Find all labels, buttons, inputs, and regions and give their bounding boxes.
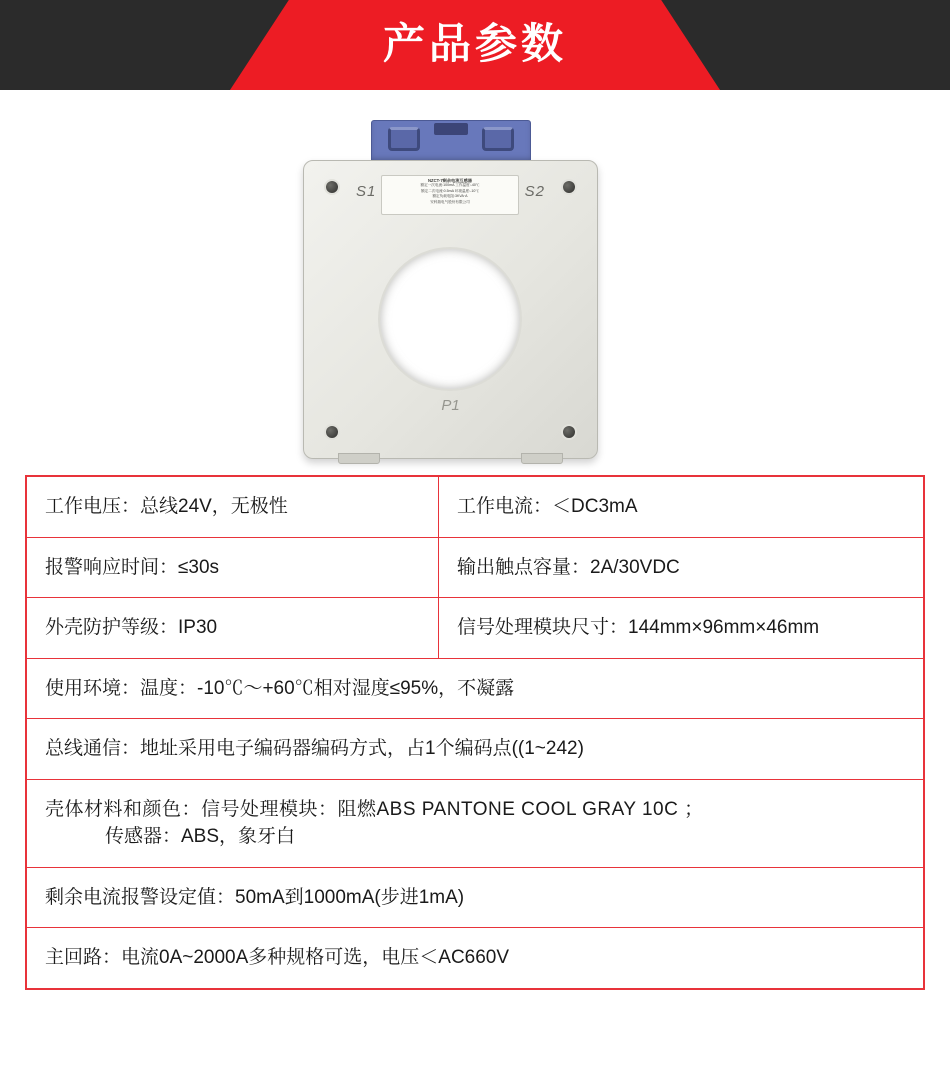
terminal-mid-bar [434, 123, 468, 135]
specifications-table [26, 476, 924, 989]
table-row [27, 928, 924, 989]
spec-cell-module-dimensions: 信号处理模块尺寸：144mm×96mm×46mm [439, 598, 924, 659]
spec-cell-main-circuit: 主回路：电流0A~2000A多种规格可选，电压＜AC660V [27, 928, 924, 989]
spec-cell-ip-rating: 外壳防护等级：IP30 [27, 598, 439, 659]
spec-cell-working-current: 工作电流：＜DC3mA [439, 477, 924, 538]
page-banner [0, 0, 950, 90]
terminal-slot-left [388, 127, 420, 151]
screw-top-left [326, 181, 338, 193]
nameplate-line-3: 额定二次电流:0.5mA 环境温度:-10℃ [421, 188, 479, 193]
table-row [27, 477, 924, 538]
mounting-foot-left [338, 453, 380, 464]
table-row [27, 537, 924, 598]
housing-material-line-1: 壳体材料和颜色：信号处理模块：阻燃ABS PANTONE COOL GRAY 10C ； [45, 798, 704, 820]
center-aperture [380, 249, 520, 389]
current-transformer-illustration [303, 120, 596, 460]
transformer-body [303, 160, 598, 459]
page-title: 产品参数 [382, 20, 567, 67]
nameplate [381, 175, 519, 215]
table-row [27, 867, 924, 928]
terminal-slot-right [482, 127, 514, 151]
table-row [27, 598, 924, 659]
terminal-label-s2: S2 [524, 183, 545, 200]
table-row [27, 719, 924, 780]
housing-material-line-2: 传感器：ABS，象牙白 [105, 826, 296, 848]
mounting-foot-right [521, 453, 563, 464]
screw-top-right [563, 181, 575, 193]
nameplate-line-2: 额定一次电流:100mA 工作温度:-40℃ [420, 183, 480, 188]
table-row [27, 658, 924, 719]
nameplate-line-1: NZCT-7剩余电流互感器 [428, 178, 472, 183]
spec-cell-bus-communication: 总线通信：地址采用电子编码器编码方式，占1个编码点((1~242) [27, 719, 924, 780]
spec-cell-output-contact-capacity: 输出触点容量：2A/30VDC [439, 537, 924, 598]
nameplate-line-5: 安科瑞电气股份有限公司 [430, 199, 470, 204]
screw-bottom-right [563, 426, 575, 438]
spec-cell-housing-material [27, 779, 924, 867]
terminal-block [371, 120, 531, 164]
nameplate-line-4: 额定负载电阻:3KVA·A [432, 194, 468, 199]
spec-cell-working-voltage: 工作电压：总线24V，无极性 [27, 477, 439, 538]
terminal-label-s1: S1 [356, 183, 377, 200]
table-row [27, 779, 924, 867]
product-image-area [0, 90, 950, 475]
terminal-label-p1: P1 [441, 397, 460, 414]
spec-cell-alarm-response-time: 报警响应时间：≤30s [27, 537, 439, 598]
spec-cell-operating-environment: 使用环境：温度：-10℃～+60℃相对湿度≤95%，不凝露 [27, 658, 924, 719]
spec-cell-residual-current-setting: 剩余电流报警设定值：50mA到1000mA(步进1mA) [27, 867, 924, 928]
screw-bottom-left [326, 426, 338, 438]
specifications-table-wrapper [25, 475, 925, 990]
